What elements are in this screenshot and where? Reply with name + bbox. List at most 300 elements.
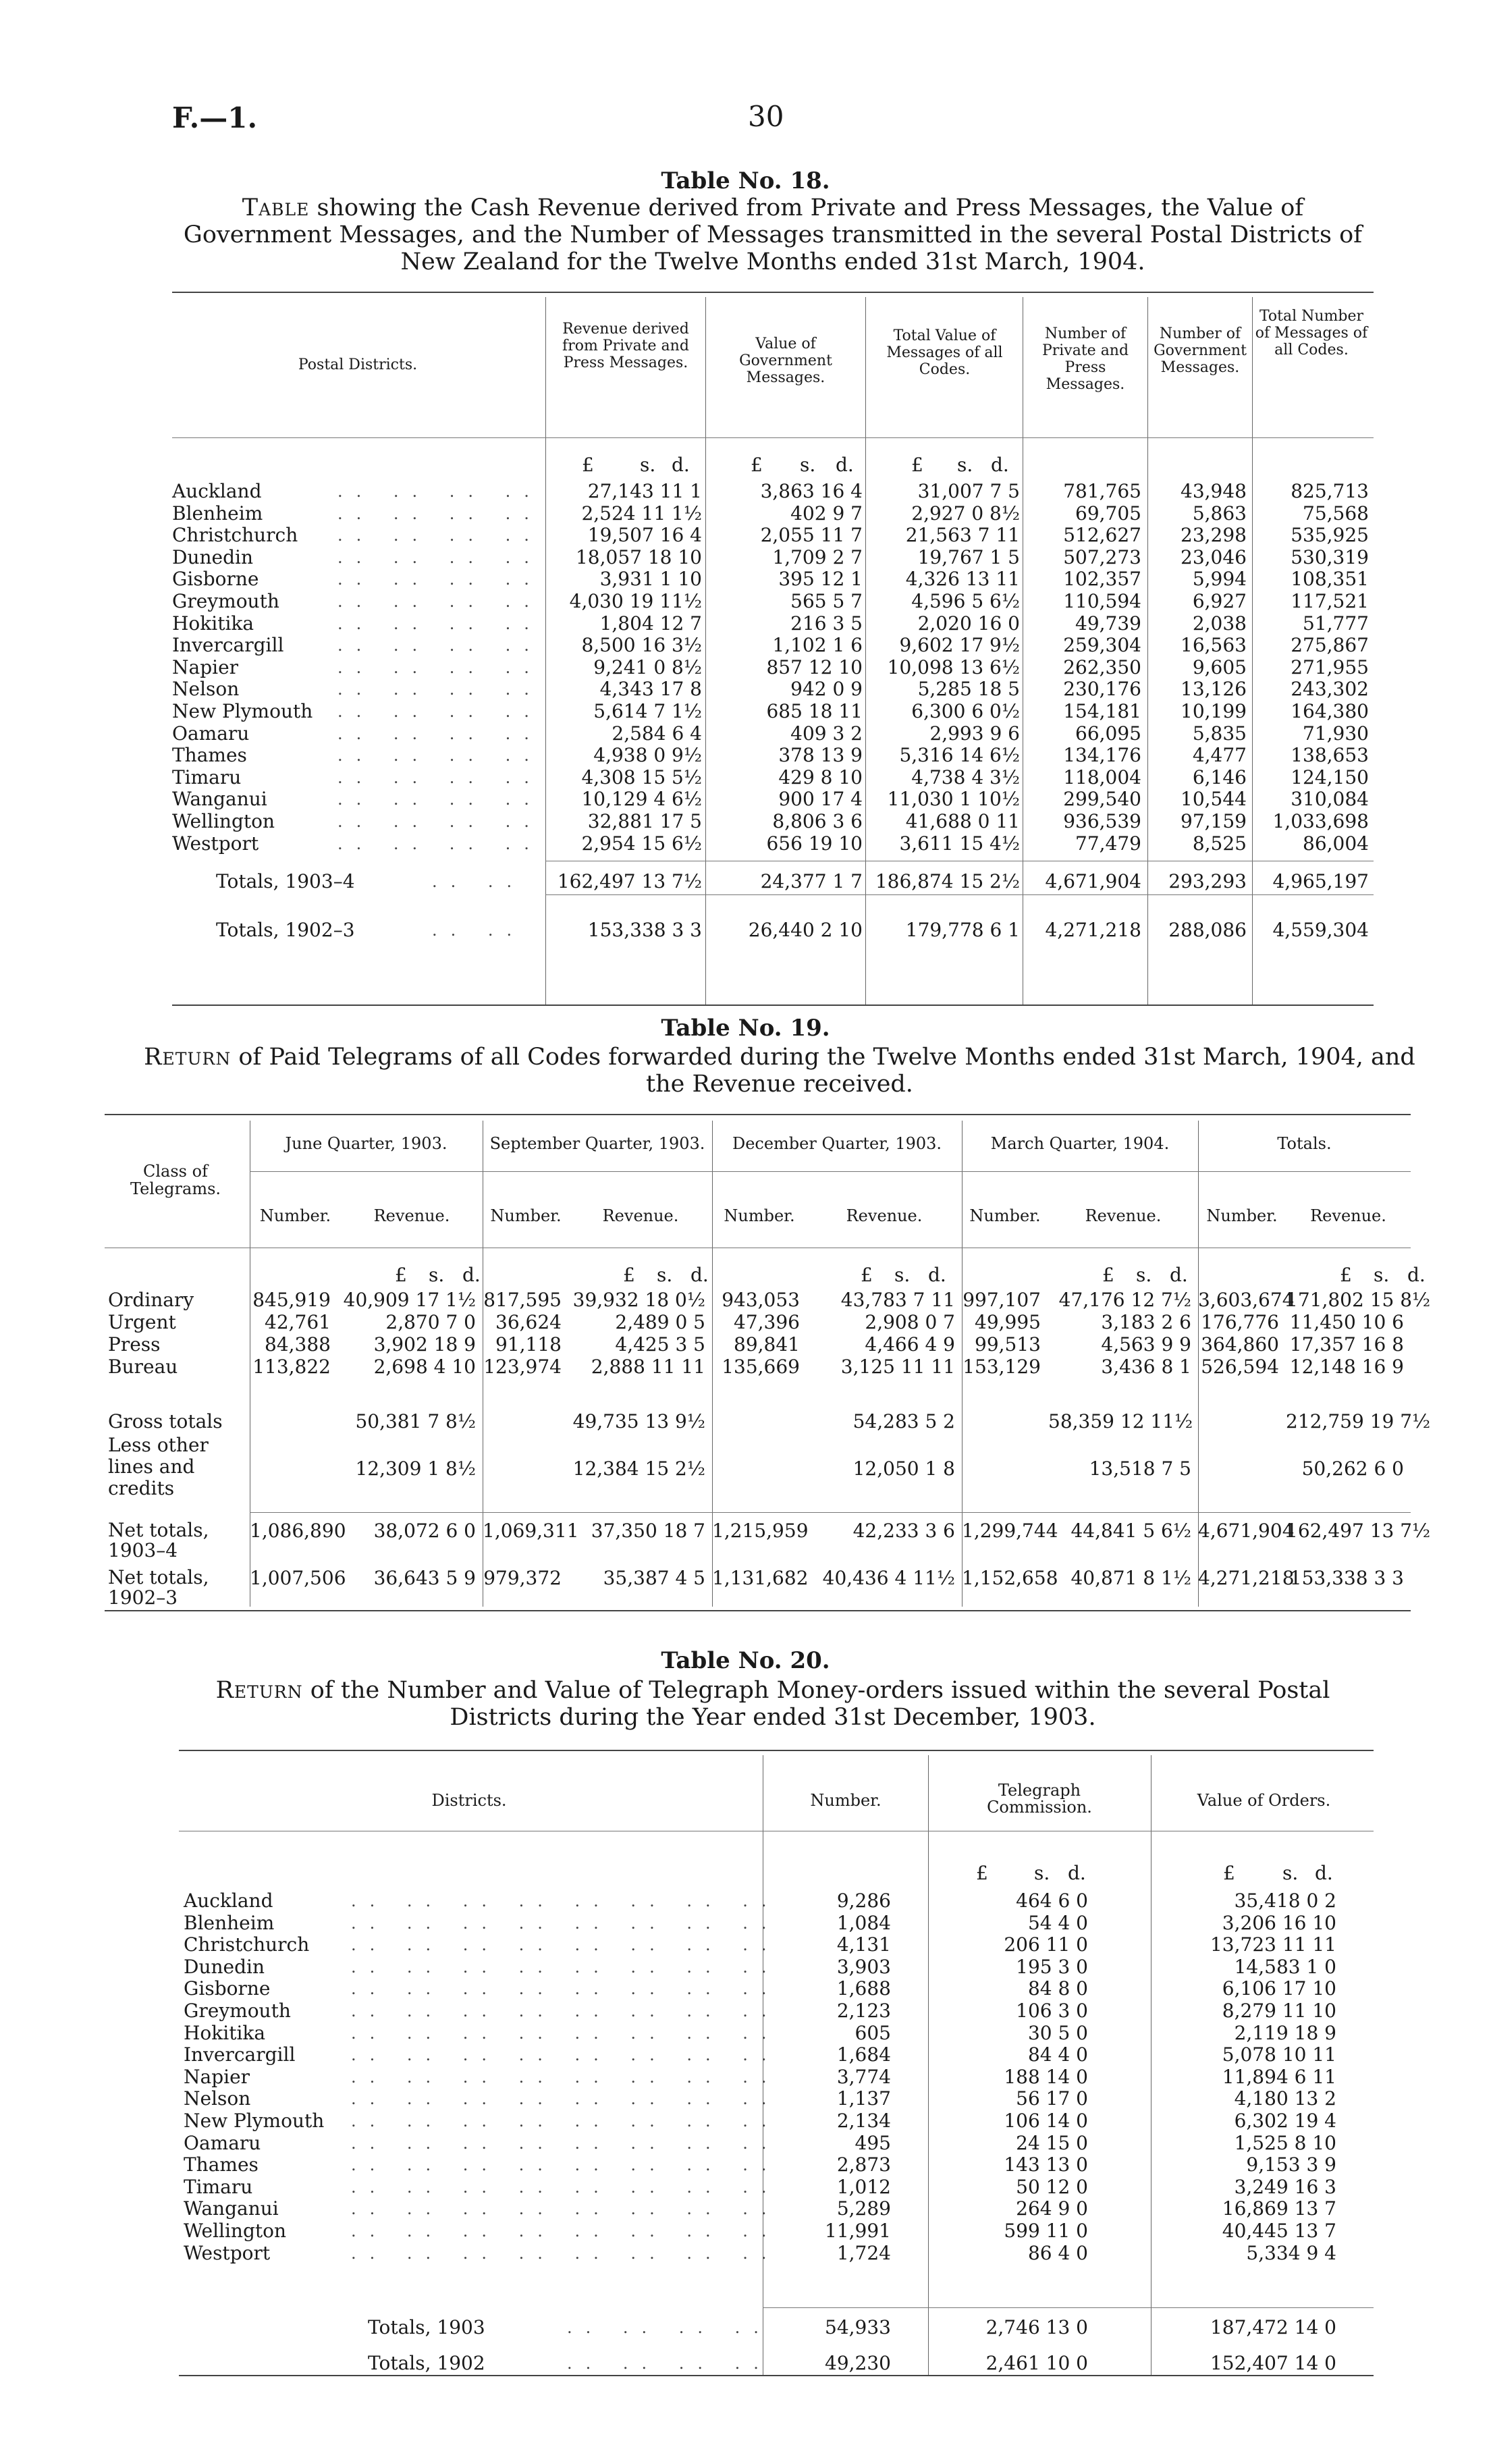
- table19-cell: 47,176 12 7½: [1058, 1289, 1191, 1311]
- table18-cell: 310,084: [1291, 788, 1369, 810]
- table20-value: 6,106 17 10: [1222, 1977, 1336, 2000]
- table19-subheader: Revenue.: [1085, 1206, 1162, 1225]
- table18-cell: 110,594: [1063, 590, 1141, 612]
- table19-quarter-header: September Quarter, 1903.: [489, 1134, 705, 1153]
- table18-header-district: Postal Districts.: [298, 356, 418, 373]
- table19-quarter-header: December Quarter, 1903.: [732, 1134, 942, 1153]
- leader-dots: .. .. .. ..: [337, 636, 543, 655]
- table19-quarter-header: March Quarter, 1904.: [990, 1134, 1170, 1153]
- table18-cell: 134,176: [1063, 744, 1141, 766]
- t18-unit-pound: £: [911, 454, 923, 476]
- table20-number: 1,724: [836, 2242, 891, 2264]
- table20-number: 3,774: [836, 2066, 891, 2088]
- table19-cell: 42,761: [265, 1311, 331, 1333]
- table18-cell: 1,033,698: [1272, 810, 1369, 832]
- table18-cell: 23,046: [1181, 546, 1247, 568]
- table19-gross-cell: 54,283 5 2: [852, 1410, 955, 1432]
- table20-totals-label: Totals, 1902: [368, 2352, 485, 2374]
- table18-cell: 5,835: [1192, 722, 1247, 745]
- table19-cell: 43,783 7 11: [840, 1289, 955, 1311]
- table18-cell: 10,129 4 6½: [581, 788, 702, 810]
- table18-cell: 429 8 10: [778, 766, 863, 788]
- table19-cell: 153,129: [963, 1356, 1041, 1378]
- leader-dots: .. .. .. ..: [337, 548, 543, 567]
- table18-district-name: Wellington: [172, 810, 275, 832]
- table20-commission: 188 14 0: [1004, 2066, 1088, 2088]
- leader-dots: .. .. .. ..: [337, 834, 543, 853]
- table18-totals-cell: 4,671,904: [1045, 870, 1141, 892]
- leader-dots: .. .. .. ..: [337, 812, 543, 831]
- table19-cell: 3,603,674: [1198, 1289, 1295, 1311]
- table18-cell: 16,563: [1181, 634, 1247, 656]
- table20-value: 5,078 10 11: [1222, 2043, 1336, 2066]
- leader-dots: .. .. .. ..: [567, 2354, 772, 2373]
- table20-value: 5,334 9 4: [1246, 2242, 1336, 2264]
- leader-dots: .. .. .. .. .. .. .. ..: [351, 2134, 780, 2153]
- table18-cell: 2,020 16 0: [917, 612, 1020, 635]
- t19-unit-s: s.: [1136, 1264, 1152, 1286]
- table18-cell: 138,653: [1291, 744, 1369, 766]
- t20-unit-pound: £: [976, 1862, 988, 1884]
- t19-unit-d: d.: [1170, 1264, 1188, 1286]
- leader-dots: .. .. .. ..: [337, 570, 543, 589]
- leader-dots: .. ..: [432, 872, 526, 891]
- table20-commission: 50 12 0: [1016, 2176, 1088, 2198]
- table19-subheader: Number.: [259, 1206, 331, 1225]
- table19-cell: 99,513: [975, 1333, 1041, 1356]
- table20-value: 35,418 0 2: [1234, 1890, 1336, 1912]
- table20-district-name: Dunedin: [184, 1956, 265, 1978]
- table18-cell: 51,777: [1303, 612, 1369, 635]
- table20-number: 9,286: [836, 1890, 891, 1912]
- table20-number: 1,084: [836, 1912, 891, 1934]
- table18-totals-cell: 26,440 2 10: [748, 919, 863, 941]
- table20-number: 1,684: [836, 2043, 891, 2066]
- table18-cell: 2,993 9 6: [929, 722, 1020, 745]
- table18-cell: 19,767 1 5: [917, 546, 1020, 568]
- leader-dots: .. .. .. ..: [337, 702, 543, 721]
- table18-cell: 3,863 16 4: [760, 480, 863, 502]
- table19-net-cell: 162,497 13 7½: [1286, 1520, 1431, 1542]
- table18-cell: 4,738 4 3½: [911, 766, 1020, 788]
- table18-totals-cell: 179,778 6 1: [905, 919, 1020, 941]
- leader-dots: .. .. .. ..: [337, 482, 543, 501]
- table18-cell: 6,300 6 0½: [911, 700, 1020, 722]
- table19-cell: 4,563 9 9: [1101, 1333, 1191, 1356]
- table20-district-name: Greymouth: [184, 2000, 291, 2022]
- table18-cell: 102,357: [1063, 568, 1141, 590]
- leader-dots: .. ..: [432, 921, 526, 940]
- table20-commission: 195 3 0: [1016, 1956, 1088, 1978]
- table20-value: 11,894 6 11: [1222, 2066, 1336, 2088]
- t19-unit-d: d.: [462, 1264, 481, 1286]
- table20-commission: 143 13 0: [1004, 2153, 1088, 2176]
- table18-cell: 656 19 10: [766, 832, 863, 855]
- table18-district-name: New Plymouth: [172, 700, 313, 722]
- table20-district-name: Hokitika: [184, 2022, 266, 2044]
- leader-dots: .. .. .. ..: [337, 724, 543, 743]
- leader-dots: .. .. .. .. .. .. .. ..: [351, 1958, 780, 1977]
- table20-district-name: Napier: [184, 2066, 250, 2088]
- table18-cell: 402 9 7: [790, 502, 863, 525]
- t18-unit-s: s.: [640, 454, 656, 476]
- table18-cell: 8,806 3 6: [772, 810, 863, 832]
- table19-cell: 2,888 11 11: [591, 1356, 705, 1378]
- t19-unit-d: d.: [1407, 1264, 1426, 1286]
- table18-cell: 97,159: [1181, 810, 1247, 832]
- table19-gross-cell: 49,735 13 9½: [572, 1410, 705, 1432]
- table18-cell: 69,705: [1075, 502, 1141, 525]
- leader-dots: .. .. .. ..: [337, 790, 543, 809]
- table19-subheader: Revenue.: [846, 1206, 923, 1225]
- table18-cell: 2,055 11 7: [760, 524, 863, 546]
- table20-value: 16,869 13 7: [1222, 2197, 1336, 2220]
- table20-district-name: Gisborne: [184, 1977, 271, 2000]
- table19-quarter-header: June Quarter, 1903.: [285, 1134, 448, 1153]
- table18-cell: 41,688 0 11: [905, 810, 1020, 832]
- table18-header-gov-value: Value of Government Messages.: [739, 336, 832, 386]
- table18-cell: 19,507 16 4: [587, 524, 702, 546]
- table20-number: 3,903: [836, 1956, 891, 1978]
- table19-cell: 47,396: [734, 1311, 800, 1333]
- table18-cell: 230,176: [1063, 678, 1141, 700]
- table20-totals-number: 49,230: [825, 2352, 891, 2374]
- table20-value: 1,525 8 10: [1234, 2132, 1336, 2154]
- leader-dots: .. .. .. ..: [337, 592, 543, 611]
- table19-net-cell: 37,350 18 7: [591, 1520, 705, 1542]
- table20-value: 6,302 19 4: [1234, 2110, 1336, 2132]
- table19-cell: 2,870 7 0: [385, 1311, 476, 1333]
- table20-commission: 106 3 0: [1016, 2000, 1088, 2022]
- table19-cell: 4,425 3 5: [615, 1333, 705, 1356]
- table19-subheader: Revenue.: [602, 1206, 679, 1225]
- table18-cell: 31,007 7 5: [917, 480, 1020, 502]
- table18-cell: 6,146: [1192, 766, 1247, 788]
- t19-unit-pound: £: [623, 1264, 635, 1286]
- table19-less-cell: 50,262 6 0: [1301, 1457, 1404, 1480]
- leader-dots: .. .. .. .. .. .. .. ..: [351, 2244, 780, 2263]
- table19-net-cell: 40,871 8 1½: [1070, 1567, 1191, 1589]
- table19-net-cell: 1,131,682: [712, 1567, 809, 1589]
- table20-commission: 84 4 0: [1027, 2043, 1088, 2066]
- table18-district-name: Blenheim: [172, 502, 263, 525]
- table20-number: 495: [855, 2132, 891, 2154]
- table18-cell: 4,596 5 6½: [911, 590, 1020, 612]
- table18-cell: 21,563 7 11: [905, 524, 1020, 546]
- table20-number: 5,289: [836, 2197, 891, 2220]
- table20-bottom-rule: [179, 2375, 1374, 2376]
- table20-commission: 24 15 0: [1016, 2132, 1088, 2154]
- table18-cell: 2,038: [1192, 612, 1247, 635]
- table18-totals-cell: 288,086: [1168, 919, 1247, 941]
- t20-unit-d: d.: [1315, 1862, 1333, 1884]
- t19-unit-pound: £: [1340, 1264, 1352, 1286]
- table18-cell: 71,930: [1303, 722, 1369, 745]
- table18-cell: 9,602 17 9½: [899, 634, 1020, 656]
- t19-unit-s: s.: [894, 1264, 911, 1286]
- table19-net-cell: 4,271,218: [1198, 1567, 1295, 1589]
- table19-gross-cell: 50,381 7 8½: [355, 1410, 476, 1432]
- t20-unit-pound: £: [1223, 1862, 1235, 1884]
- t18-unit-pound: £: [582, 454, 594, 476]
- table18-cell: 5,316 14 6½: [899, 744, 1020, 766]
- t20-unit-d: d.: [1068, 1862, 1086, 1884]
- table20-top-rule: [179, 1750, 1374, 1751]
- table20-number: 1,137: [836, 2087, 891, 2110]
- t20-unit-s: s.: [1034, 1862, 1050, 1884]
- table18-totals-cell: 4,271,218: [1045, 919, 1141, 941]
- table19-gross-cell: 58,359 12 11½: [1048, 1410, 1193, 1432]
- table18-cell: 942 0 9: [790, 678, 863, 700]
- table18-cell: 108,351: [1291, 568, 1369, 590]
- table18-cell: 259,304: [1063, 634, 1141, 656]
- leader-dots: .. .. .. .. .. .. .. ..: [351, 2089, 780, 2108]
- table19-cell: 3,436 8 1: [1101, 1356, 1191, 1378]
- table20-district-name: Thames: [184, 2153, 259, 2176]
- table18-cell: 900 17 4: [778, 788, 863, 810]
- table18-district-name: Gisborne: [172, 568, 259, 590]
- leader-dots: .. .. .. .. .. .. .. ..: [351, 2024, 780, 2043]
- table20-district-name: Wellington: [184, 2220, 287, 2242]
- table18-cell: 164,380: [1291, 700, 1369, 722]
- table19-net-cell: 36,643 5 9: [373, 1567, 476, 1589]
- table19-net-cell: 1,007,506: [250, 1567, 346, 1589]
- table19-net-cell: 4,671,904: [1198, 1520, 1295, 1542]
- table20-commission: 264 9 0: [1016, 2197, 1088, 2220]
- t20-unit-s: s.: [1282, 1862, 1299, 1884]
- table18-cell: 77,479: [1075, 832, 1141, 855]
- table19-net-label: Net totals, 1903–4: [108, 1519, 209, 1561]
- table18-totals-cell: 186,874 15 2½: [875, 870, 1020, 892]
- table18-cell: 262,350: [1063, 656, 1141, 678]
- t18-unit-d: d.: [836, 454, 854, 476]
- table19-net-cell: 1,069,311: [483, 1520, 579, 1542]
- table19-caption-lead: Return: [144, 1044, 232, 1071]
- table18-header-revenue: Revenue derived from Private and Press Messages.: [562, 321, 689, 371]
- table19-cell: 4,466 4 9: [865, 1333, 955, 1356]
- table19-net-cell: 1,299,744: [962, 1520, 1058, 1542]
- table19-cell: 2,698 4 10: [373, 1356, 476, 1378]
- table19-title: Table No. 19.: [661, 1015, 830, 1042]
- table18-cell: 10,544: [1181, 788, 1247, 810]
- table18-totals-cell: 4,559,304: [1272, 919, 1369, 941]
- table18-district-name: Christchurch: [172, 524, 298, 546]
- table18-totals-cell: 153,338 3 3: [587, 919, 702, 941]
- table18-cell: 5,285 18 5: [917, 678, 1020, 700]
- table20-commission: 464 6 0: [1016, 1890, 1088, 1912]
- t18-unit-s: s.: [957, 454, 973, 476]
- leader-dots: .. .. .. .. .. .. .. ..: [351, 1892, 780, 1910]
- table18-cell: 936,539: [1063, 810, 1141, 832]
- table18-cell: 5,863: [1192, 502, 1247, 525]
- table19-subheader: Number.: [724, 1206, 795, 1225]
- table18-cell: 857 12 10: [766, 656, 863, 678]
- table19-subheader-rule: [250, 1171, 1411, 1172]
- table19-net-cell: 35,387 4 5: [603, 1567, 705, 1589]
- table19-cell: 817,595: [483, 1289, 562, 1311]
- table19-cell: 364,860: [1201, 1333, 1279, 1356]
- table20-title: Table No. 20.: [661, 1647, 830, 1674]
- table18-top-rule: [172, 292, 1374, 293]
- table18-title: Table No. 18.: [661, 167, 830, 194]
- table19-net-cell: 1,152,658: [962, 1567, 1058, 1589]
- table20-number: 2,134: [836, 2110, 891, 2132]
- table19-net-cell: 40,436 4 11½: [822, 1567, 955, 1589]
- table18-cell: 5,994: [1192, 568, 1247, 590]
- table20-totals-value: 187,472 14 0: [1210, 2316, 1336, 2338]
- table18-cell: 243,302: [1291, 678, 1369, 700]
- table18-cell: 154,181: [1063, 700, 1141, 722]
- table18-cell: 781,765: [1063, 480, 1141, 502]
- table19-cell: 3,902 18 9: [373, 1333, 476, 1356]
- table18-caption-lead: Table: [242, 194, 310, 221]
- table18-cell: 1,102 1 6: [772, 634, 863, 656]
- table18-cell: 275,867: [1291, 634, 1369, 656]
- table18-district-name: Dunedin: [172, 546, 253, 568]
- table20-number: 1,012: [836, 2176, 891, 2198]
- table18-cell: 10,098 13 6½: [887, 656, 1020, 678]
- table18-cell: 66,095: [1075, 722, 1141, 745]
- t19-unit-s: s.: [657, 1264, 673, 1286]
- table19-cell: 3,183 2 6: [1101, 1311, 1191, 1333]
- table19-cell: 89,841: [734, 1333, 800, 1356]
- table18-district-name: Westport: [172, 832, 259, 855]
- leader-dots: .. .. .. ..: [337, 680, 543, 699]
- table20-header-commission: Telegraph Commission.: [987, 1781, 1092, 1817]
- table18-cell: 530,319: [1291, 546, 1369, 568]
- table20-district-name: Christchurch: [184, 1933, 310, 1956]
- table18-cell: 2,584 6 4: [612, 722, 702, 745]
- table18-header-num-gov: Number of Government Messages.: [1154, 325, 1247, 376]
- table18-cell: 685 18 11: [766, 700, 863, 722]
- table18-cell: 49,739: [1075, 612, 1141, 635]
- table18-cell: 8,500 16 3½: [581, 634, 702, 656]
- table18-cell: 395 12 1: [778, 568, 863, 590]
- table19-top-rule: [105, 1114, 1411, 1115]
- leader-dots: .. .. .. .. .. .. .. ..: [351, 2112, 780, 2131]
- table18-district-name: Thames: [172, 744, 247, 766]
- table20-number: 2,873: [836, 2153, 891, 2176]
- table20-totals-number: 54,933: [825, 2316, 891, 2338]
- table19-class-name: Press: [108, 1333, 161, 1356]
- table18-header-total-num: Total Number of Messages of all Codes.: [1255, 308, 1368, 358]
- table19-less-cell: 12,050 1 8: [852, 1457, 955, 1480]
- table19-gross-label: Gross totals: [108, 1410, 223, 1432]
- leader-dots: .. .. .. .. .. .. .. ..: [351, 2199, 780, 2218]
- table19-subheader: Revenue.: [1310, 1206, 1386, 1225]
- table18-cell: 4,477: [1192, 744, 1247, 766]
- table18-cell: 27,143 11 1: [587, 480, 702, 502]
- table20-header-district: Districts.: [431, 1791, 507, 1810]
- table18-cell: 86,004: [1303, 832, 1369, 855]
- table20-number: 11,991: [825, 2220, 891, 2242]
- table19-cell: 943,053: [722, 1289, 800, 1311]
- table20-value: 9,153 3 9: [1246, 2153, 1336, 2176]
- table18-caption-text: showing the Cash Revenue derived from Private and Press Messages, the Value of Government Messages, and the Number of Messages transmitted in the several Postal Districts of New Zealand for the Twelve Months ended 31st March, 1904.: [183, 194, 1363, 275]
- table20-caption: [165, 1677, 1380, 1731]
- table18-bottom-rule: [172, 1005, 1374, 1006]
- table18-header-rule: [172, 437, 1374, 438]
- table20-value: 2,119 18 9: [1234, 2022, 1336, 2044]
- table20-district-name: Blenheim: [184, 1912, 275, 1934]
- table20-district-name: Oamaru: [184, 2132, 261, 2154]
- table20-totals-commission: 2,461 10 0: [985, 2352, 1088, 2374]
- table19-cell: 135,669: [722, 1356, 800, 1378]
- table20-commission: 30 5 0: [1027, 2022, 1088, 2044]
- table19-subheader: Number.: [490, 1206, 562, 1225]
- table18-district-name: Napier: [172, 656, 239, 678]
- leader-dots: .. .. .. ..: [567, 2318, 772, 2337]
- leader-dots: .. .. .. .. .. .. .. ..: [351, 2068, 780, 2087]
- table19-cell: 17,357 16 8: [1289, 1333, 1404, 1356]
- table20-district-name: Timaru: [184, 2176, 253, 2198]
- t18-unit-d: d.: [672, 454, 690, 476]
- table18-cell: 2,524 11 1½: [581, 502, 702, 525]
- table18-cell: 512,627: [1063, 524, 1141, 546]
- table20-commission: 54 4 0: [1027, 1912, 1088, 1934]
- table20-value: 3,249 16 3: [1234, 2176, 1336, 2198]
- table19-net-cell: 1,215,959: [712, 1520, 809, 1542]
- table19-cell: 2,489 0 5: [615, 1311, 705, 1333]
- table18-district-name: Wanganui: [172, 788, 267, 810]
- table18-cell: 3,611 15 4½: [899, 832, 1020, 855]
- t19-unit-pound: £: [861, 1264, 873, 1286]
- table20-district-name: Invercargill: [184, 2043, 296, 2066]
- table19-cell: 845,919: [252, 1289, 331, 1311]
- leader-dots: .. .. .. .. .. .. .. ..: [351, 1979, 780, 1998]
- table20-number: 1,688: [836, 1977, 891, 2000]
- table19-bottom-rule: [105, 1610, 1411, 1611]
- table19-cell: 40,909 17 1½: [343, 1289, 476, 1311]
- table18-cell: 4,030 19 11½: [569, 590, 702, 612]
- table18-cell: 535,925: [1291, 524, 1369, 546]
- table18-cell: 11,030 1 10½: [887, 788, 1020, 810]
- leader-dots: .. .. .. .. .. .. .. ..: [351, 2155, 780, 2174]
- table18-district-name: Oamaru: [172, 722, 250, 745]
- table18-cell: 8,525: [1192, 832, 1247, 855]
- leader-dots: .. .. .. .. .. .. .. ..: [351, 1935, 780, 1954]
- t19-unit-s: s.: [429, 1264, 445, 1286]
- table20-commission: 86 4 0: [1027, 2242, 1088, 2264]
- table19-subheader: Number.: [1206, 1206, 1278, 1225]
- table18-header-num-private: Number of Private and Press Messages.: [1041, 325, 1129, 393]
- t19-unit-d: d.: [690, 1264, 709, 1286]
- table18-district-name: Greymouth: [172, 590, 279, 612]
- table18-totals-cell: 162,497 13 7½: [557, 870, 702, 892]
- table19-net-cell: 44,841 5 6½: [1070, 1520, 1191, 1542]
- table18-cell: 43,948: [1181, 480, 1247, 502]
- table19-cell: 36,624: [495, 1311, 562, 1333]
- leader-dots: .. .. .. .. .. .. .. ..: [351, 2222, 780, 2241]
- table18-cell: 299,540: [1063, 788, 1141, 810]
- table18-cell: 75,568: [1303, 502, 1369, 525]
- t19-unit-d: d.: [928, 1264, 946, 1286]
- table19-caption: [138, 1044, 1421, 1098]
- table18-district-name: Auckland: [172, 480, 262, 502]
- table20-district-name: New Plymouth: [184, 2110, 325, 2132]
- table20-commission: 84 8 0: [1027, 1977, 1088, 2000]
- table19-cell: 997,107: [963, 1289, 1041, 1311]
- table18-cell: 271,955: [1291, 656, 1369, 678]
- table19-cell: 176,776: [1201, 1311, 1279, 1333]
- table18-cell: 1,709 2 7: [772, 546, 863, 568]
- leader-dots: .. .. .. .. .. .. .. ..: [351, 2178, 780, 2197]
- leader-dots: .. .. .. ..: [337, 614, 543, 633]
- table18-cell: 565 5 7: [790, 590, 863, 612]
- table18-cell: 4,326 13 11: [905, 568, 1020, 590]
- table19-class-header: Class of Telegrams.: [130, 1162, 221, 1198]
- table19-subheader: Revenue.: [373, 1206, 450, 1225]
